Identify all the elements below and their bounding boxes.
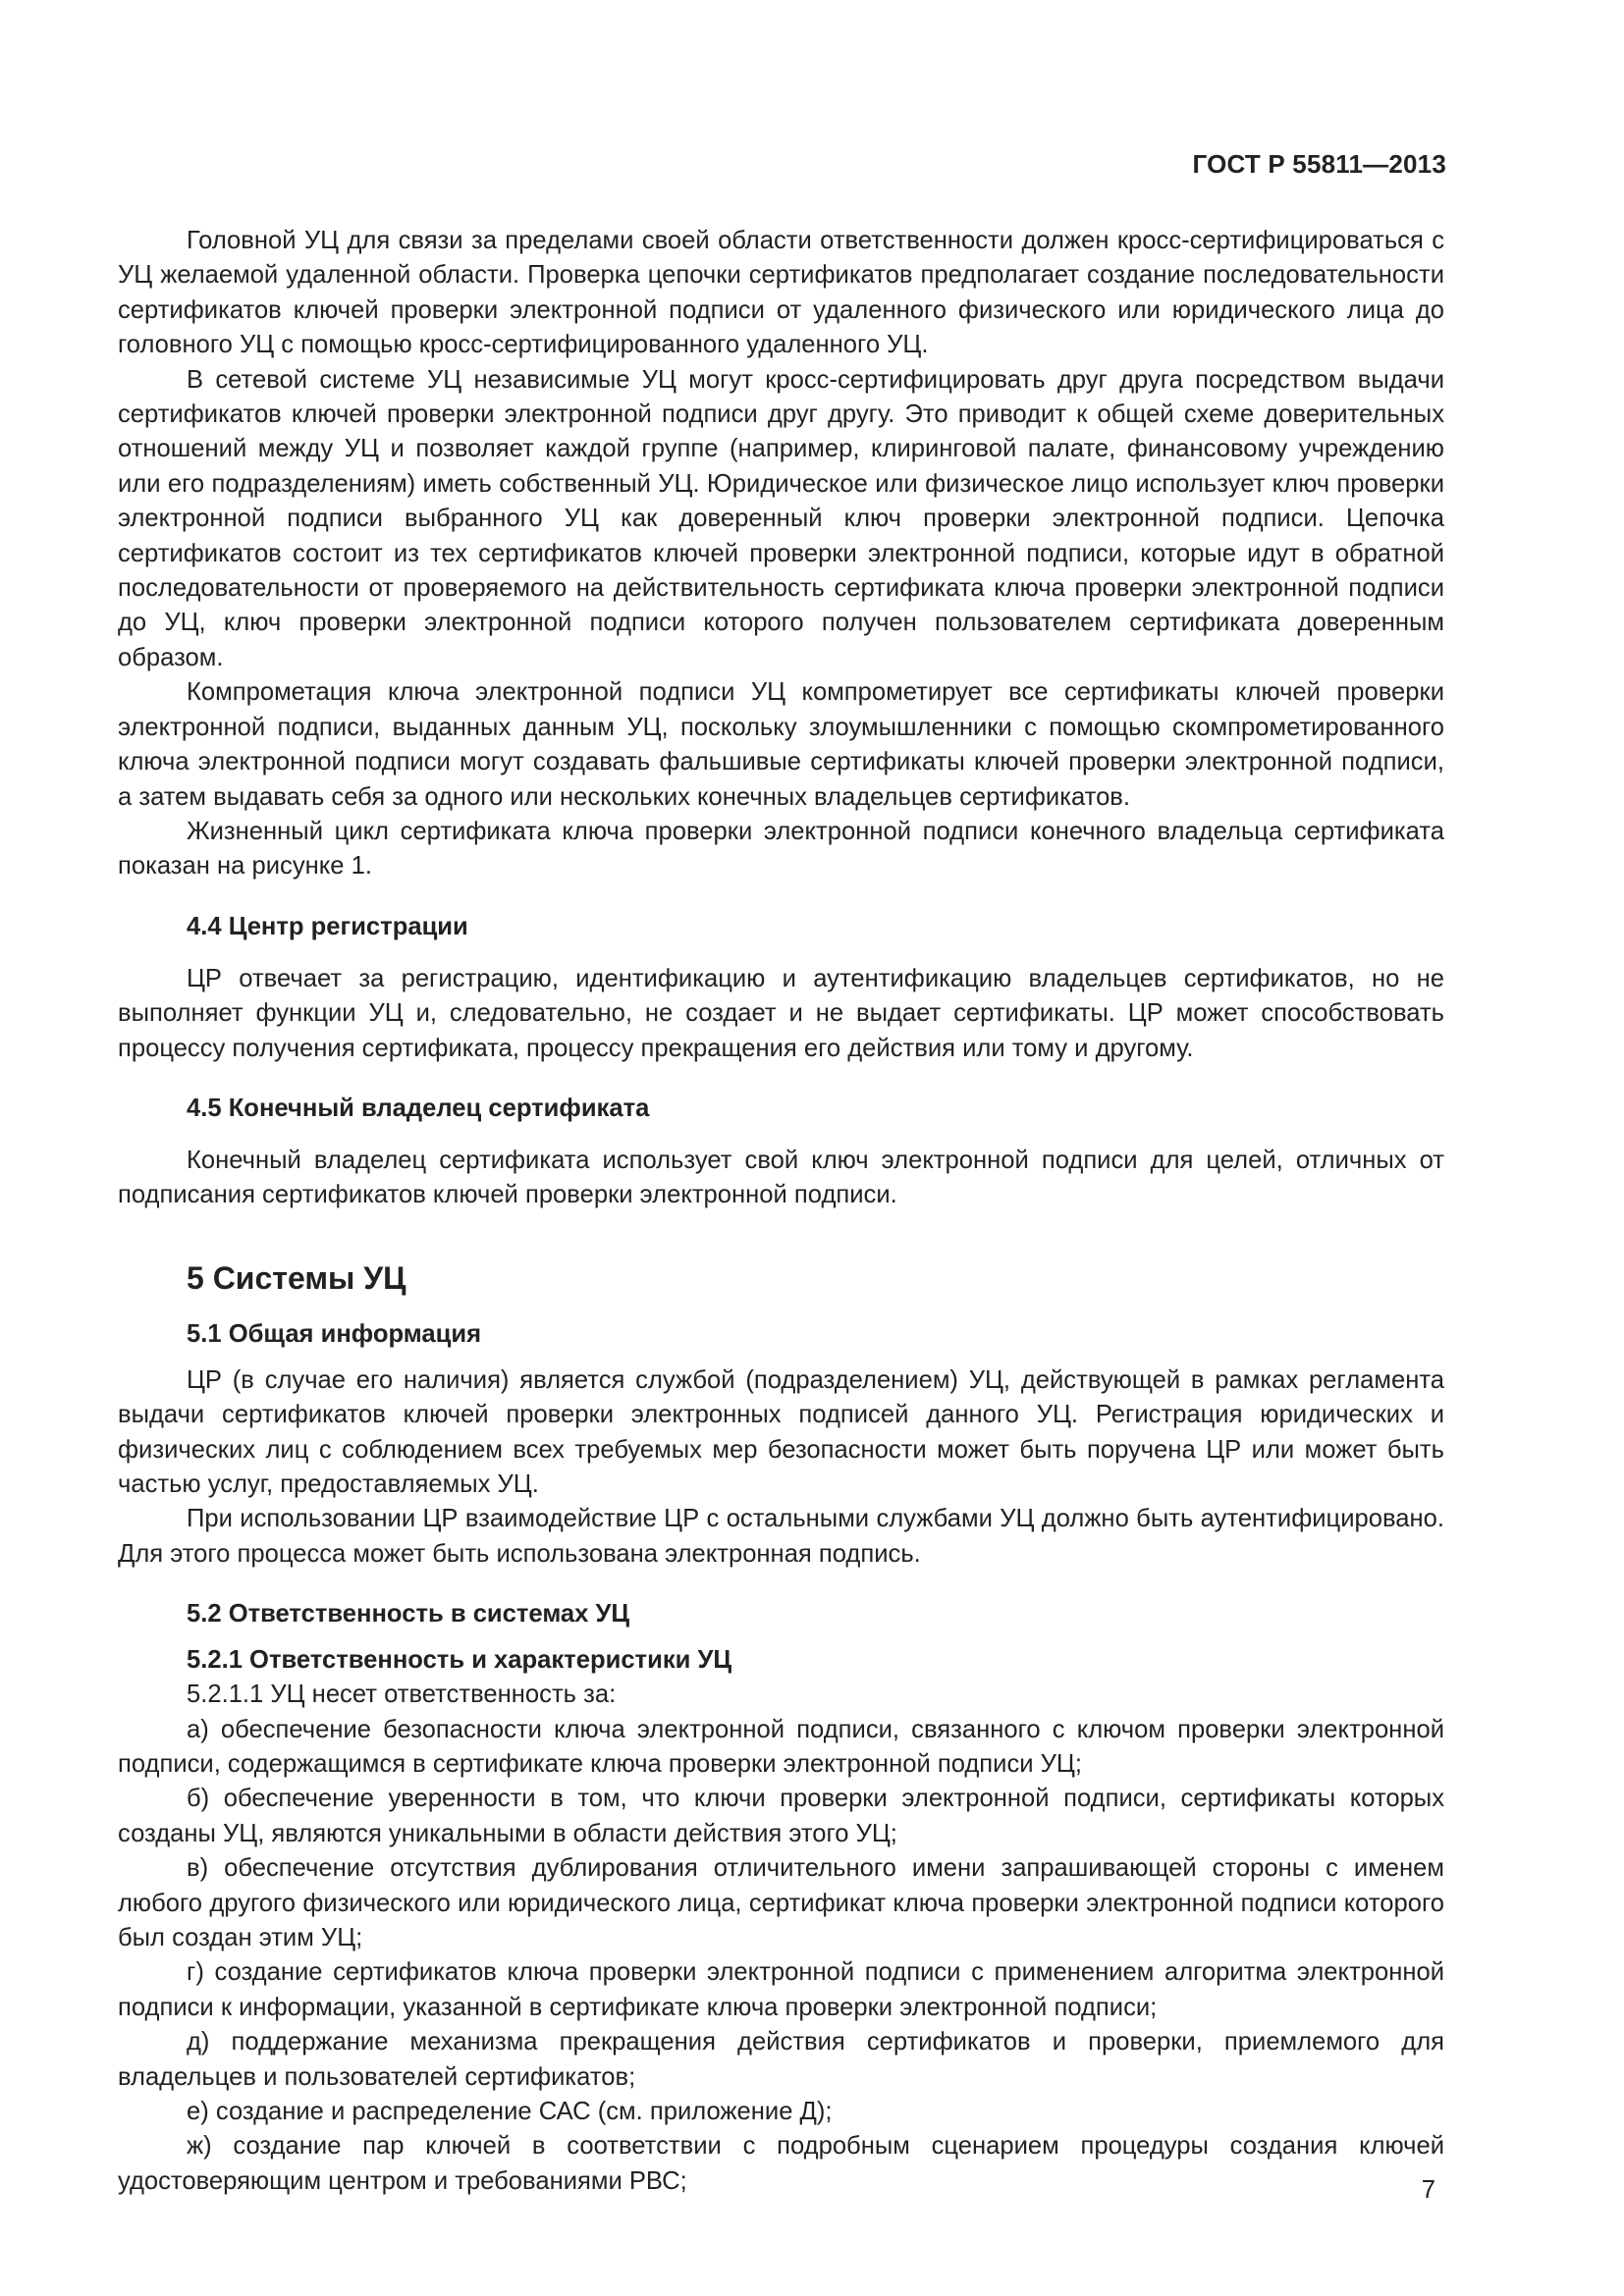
section-heading-4-5: 4.5 Конечный владелец сертификата [187, 1094, 650, 1122]
paragraph: Конечный владелец сертификата использует свой ключ электронной подписи для целей, отличных от подписания сертификатов ключей проверки электронной подписи. [118, 1146, 1444, 1209]
list-item: б) обеспечение уверенности в том, что ключи проверки электронной подписи, сертификаты которых созданы УЦ, являются уникальными в области действия этого УЦ; [118, 1785, 1444, 1847]
list-item: г) создание сертификатов ключа проверки электронной подписи с применением алгоритма электронной подписи к информации, указанной в сертификате ключа проверки электронной подписи; [118, 1958, 1444, 2021]
section-heading-5-2: 5.2 Ответственность в системах УЦ [187, 1600, 630, 1629]
list-item: д) поддержание механизма прекращения действия сертификатов и проверки, приемлемого для владельцев и пользователей сертификатов; [118, 2028, 1444, 2091]
page-content [118, 224, 1444, 2199]
paragraph: Компрометация ключа электронной подписи УЦ компрометирует все сертификаты ключей проверки электронной подписи, выданных данным УЦ, поскольку злоумышленники с помощью скомпрометированного ключа электронной подписи могут создавать фальшивые сертификаты ключей проверки электронной подписи, а затем выдавать себя за одного или нескольких конечных владельцев сертификатов. [118, 678, 1444, 811]
document-designation: ГОСТ Р 55811—2013 [1192, 149, 1446, 179]
paragraph: В сетевой системе УЦ независимые УЦ могут кросс-сертифицировать друг друга посредством выдачи сертификатов ключей проверки электронной подписи друг другу. Это приводит к общей схеме доверительных отношений между УЦ и позволяет каждой группе (например, клиринговой палате, финансовому учреждению или его подразделениям) иметь собственный УЦ. Юридическое или физическое лицо использует ключ проверки электронной подписи выбранного УЦ как доверенный ключ проверки электронной подписи. Цепочка сертификатов состоит из тех сертификатов ключей проверки электронной подписи, которые идут в обратной последовательности от проверяемого на действительность сертификата ключа проверки электронной подписи до УЦ, ключ проверки электронной подписи которого получен пользователем сертификата доверенным образом. [118, 365, 1444, 671]
section-heading-5: 5 Системы УЦ [187, 1259, 406, 1296]
list-item: а) обеспечение безопасности ключа электронной подписи, связанного с ключом проверки электронной подписи, содержащимся в сертификате ключа проверки электронной подписи УЦ; [118, 1715, 1444, 1778]
section-heading-4-4: 4.4 Центр регистрации [187, 912, 468, 940]
paragraph: При использовании ЦР взаимодействие ЦР с остальными службами УЦ должно быть аутентифицировано. Для этого процесса может быть использована электронная подпись. [118, 1505, 1444, 1568]
list-item: ж) создание пар ключей в соответствии с подробным сценарием процедуры создания ключей удостоверяющим центром и требованиями РВС; [118, 2132, 1444, 2195]
paragraph: Жизненный цикл сертификата ключа проверки электронной подписи конечного владельца сертификата показан на рисунке 1. [118, 817, 1444, 881]
paragraph: Головной УЦ для связи за пределами своей области ответственности должен кросс-сертифицироваться с УЦ желаемой удаленной области. Проверка цепочки сертификатов предполагает создание последовательности сертификатов ключей проверки электронной подписи от удаленного физического или юридического лица до головного УЦ с помощью кросс-сертифицированного удаленного УЦ. [118, 227, 1444, 359]
section-heading-5-2-1: 5.2.1 Ответственность и характеристики УЦ [187, 1646, 732, 1675]
clause-lead: 5.2.1.1 УЦ несет ответственность за: [187, 1681, 617, 1709]
list-item: в) обеспечение отсутствия дублирования отличительного имени запрашивающей стороны с именем любого другого физического или юридического лица, сертификат ключа проверки электронной подписи которого был создан этим УЦ; [118, 1854, 1444, 1952]
paragraph: ЦР отвечает за регистрацию, идентификацию и аутентификацию владельцев сертификатов, но не выполняет функции УЦ и, следовательно, не создает и не выдает сертификаты. ЦР может способствовать процессу получения сертификата, процессу прекращения его действия или тому и другому. [118, 964, 1444, 1062]
paragraph: ЦР (в случае его наличия) является службой (подразделением) УЦ, действующей в рамках регламента выдачи сертификатов ключей проверки электронных подписей данного УЦ. Регистрация юридических и физических лиц с соблюдением всех требуемых мер безопасности может быть поручена ЦР или может быть частью услуг, предоставляемых УЦ. [118, 1365, 1444, 1498]
list-item: е) создание и распределение САС (см. приложение Д); [187, 2098, 833, 2126]
section-heading-5-1: 5.1 Общая информация [187, 1319, 482, 1348]
page-number: 7 [1421, 2176, 1435, 2204]
